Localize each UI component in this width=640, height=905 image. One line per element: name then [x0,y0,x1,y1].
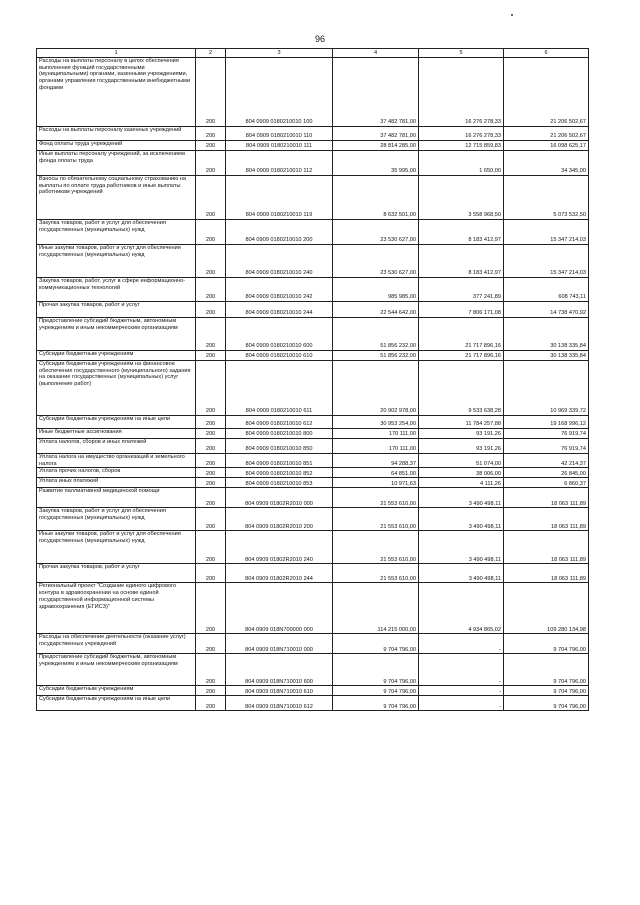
row-value-4-cell: 170 111,00 [333,429,419,439]
row-value-4-cell: 9 704 796,00 [333,634,419,654]
row-value-4-cell: 37 482 781,00 [333,58,419,127]
row-code-cell: 804 0909 0180210010 600 [226,318,333,351]
row-value-4-cell: 23 530 627,00 [333,220,419,245]
row-code-cell: 804 0909 0180210010 240 [226,245,333,278]
row-value-5-cell: 4 111,26 [419,478,504,488]
row-value-4-cell: 8 632 501,00 [333,176,419,220]
row-name-cell: Взносы по обязательному социальному страхованию на выплаты по оплате труда работников и иные выплаты работникам учреждений [37,176,196,220]
row-value-6-cell: 19 168 996,12 [504,416,589,429]
row-code-cell: 804 0909 018N710010 600 [226,654,333,686]
row-name-cell: Иные закупки товаров, работ и услуг для обеспечения государственных (муниципальных) нужд [37,531,196,564]
table-row [37,127,589,141]
row-col2-cell: 200 [196,278,226,302]
header-cell: 2 [196,49,226,58]
row-value-6-cell: 18 063 111,89 [504,564,589,583]
row-value-5-cell: - [419,654,504,686]
row-code-cell: 804 0909 018N710010 612 [226,696,333,711]
row-name-cell: Субсидии бюджетным учреждениям [37,351,196,361]
row-name-cell: Субсидии бюджетным учреждениям на иные цели [37,416,196,429]
row-value-6-cell: 9 704 796,00 [504,686,589,696]
row-value-6-cell: 15 347 214,03 [504,220,589,245]
row-name-cell: Предоставление субсидий бюджетным, автономным учреждениям и иным некоммерческим организациям [37,318,196,351]
row-value-6-cell: 18 063 111,89 [504,508,589,531]
row-name-cell: Иные бюджетные ассигнования [37,429,196,439]
header-cell: 5 [419,49,504,58]
row-name-cell: Региональный проект "Создание единого цифрового контура в здравоохранении на основе единой государственной информационной системы здравоохранения (ЕГИСЗ)" [37,583,196,634]
row-name-cell: Закупка товаров, работ и услуг для обеспечения государственных (муниципальных) нужд [37,508,196,531]
header-cell: 1 [37,49,196,58]
row-value-6-cell: 26 845,00 [504,468,589,478]
row-value-4-cell: 28 814 285,00 [333,141,419,151]
table-row [37,361,589,416]
table-row [37,564,589,583]
row-name-cell: Предоставление субсидий бюджетным, автономным учреждениям и иным некоммерческим организациям [37,654,196,686]
row-name-cell: Субсидии бюджетным учреждениям [37,686,196,696]
row-value-5-cell: 3 490 498,11 [419,564,504,583]
row-value-6-cell: 21 206 502,67 [504,58,589,127]
row-value-4-cell: 9 704 796,00 [333,654,419,686]
row-value-6-cell: 6 860,37 [504,478,589,488]
row-code-cell: 804 0909 0180210010 612 [226,416,333,429]
row-value-4-cell: 23 530 627,00 [333,245,419,278]
row-value-5-cell: 12 715 859,83 [419,141,504,151]
row-name-cell: Иные выплаты персоналу учреждений, за исключением фонда оплаты труда [37,151,196,176]
row-col2-cell: 200 [196,58,226,127]
table-row [37,468,589,478]
row-name-cell: Прочая закупка товаров, работ и услуг [37,564,196,583]
page-number: 96 [314,34,325,44]
row-value-4-cell: 10 971,63 [333,478,419,488]
row-value-6-cell: 9 704 796,00 [504,654,589,686]
row-value-4-cell: 37 482 781,00 [333,127,419,141]
row-col2-cell: 200 [196,176,226,220]
row-col2-cell: 200 [196,351,226,361]
row-name-cell: Субсидии бюджетным учреждениям на иные цели [37,696,196,711]
table-row [37,220,589,245]
row-col2-cell: 200 [196,220,226,245]
row-code-cell: 804 0909 01802R2010 000 [226,488,333,508]
row-value-4-cell: 21 553 610,00 [333,531,419,564]
row-value-5-cell: 21 717 896,16 [419,318,504,351]
row-value-6-cell: 30 138 335,84 [504,318,589,351]
row-value-5-cell: 3 490 498,11 [419,508,504,531]
row-col2-cell: 200 [196,127,226,141]
row-value-4-cell: 985 985,00 [333,278,419,302]
table-row [37,439,589,454]
row-code-cell: 804 0909 01802R2010 244 [226,564,333,583]
row-col2-cell: 200 [196,468,226,478]
row-value-4-cell: 51 856 232,00 [333,318,419,351]
row-value-6-cell: 5 073 532,50 [504,176,589,220]
header-row [37,49,589,58]
row-code-cell: 804 0909 018N710010 000 [226,634,333,654]
row-value-6-cell: 15 347 214,03 [504,245,589,278]
row-code-cell: 804 0909 0180210010 610 [226,351,333,361]
row-value-6-cell: 9 704 796,00 [504,696,589,711]
row-name-cell: Расходы на обеспечение деятельности (оказание услуг) государственных учреждений [37,634,196,654]
row-code-cell: 804 0909 0180210010 119 [226,176,333,220]
row-name-cell: Закупка товаров, работ, услуг в сфере информационно-коммуникационных технологий [37,278,196,302]
row-code-cell: 804 0909 018N710010 610 [226,686,333,696]
row-col2-cell: 200 [196,151,226,176]
table-row [37,531,589,564]
row-col2-cell: 200 [196,454,226,468]
table-row [37,454,589,468]
table-row [37,318,589,351]
row-value-4-cell: 30 953 254,00 [333,416,419,429]
table-row [37,583,589,634]
row-code-cell: 804 0909 0180210010 112 [226,151,333,176]
row-value-6-cell: 76 919,74 [504,429,589,439]
row-value-5-cell: 377 241,89 [419,278,504,302]
table-row [37,654,589,686]
row-name-cell: Расходы на выплаты персоналу в целях обеспечения выполнения функций государственными (муниципальными) органами, казенными учреждениями, органами управления государственными внебюджетными фондами [37,58,196,127]
row-col2-cell: 200 [196,439,226,454]
table-row [37,696,589,711]
row-code-cell: 804 0909 01802R2010 240 [226,531,333,564]
table-row [37,634,589,654]
row-col2-cell: 200 [196,416,226,429]
table-row [37,429,589,439]
row-col2-cell: 200 [196,488,226,508]
table-row [37,488,589,508]
table-row [37,508,589,531]
table-row [37,58,589,127]
row-name-cell: Субсидии бюджетным учреждениям на финансовое обеспечение государственного (муниципального) задания на оказание государственных (муниципальных) услуг (выполнение работ) [37,361,196,416]
row-col2-cell: 200 [196,361,226,416]
row-value-5-cell: 93 191,26 [419,439,504,454]
row-code-cell: 804 0909 0180210010 110 [226,127,333,141]
row-value-6-cell: 16 098 625,17 [504,141,589,151]
speck-mark [511,14,513,16]
row-value-5-cell: 3 490 498,11 [419,488,504,508]
table-row [37,351,589,361]
row-value-6-cell: 608 743,11 [504,278,589,302]
row-value-4-cell: 20 902 978,00 [333,361,419,416]
row-value-4-cell: 35 995,00 [333,151,419,176]
row-value-6-cell: 76 919,74 [504,439,589,454]
table-row [37,302,589,318]
row-value-4-cell: 170 111,00 [333,439,419,454]
row-code-cell: 804 0909 018N700000 000 [226,583,333,634]
row-value-5-cell: 11 784 257,88 [419,416,504,429]
row-value-6-cell: 30 138 335,84 [504,351,589,361]
row-code-cell: 804 0909 0180210010 800 [226,429,333,439]
row-code-cell: 804 0909 0180210010 244 [226,302,333,318]
row-name-cell: Закупка товаров, работ и услуг для обеспечения государственных (муниципальных) нужд [37,220,196,245]
row-value-4-cell: 94 288,37 [333,454,419,468]
row-value-5-cell: 9 533 638,28 [419,361,504,416]
row-code-cell: 804 0909 01802R2010 200 [226,508,333,531]
row-value-5-cell: 16 276 278,33 [419,127,504,141]
table-row [37,141,589,151]
row-value-6-cell: 42 214,37 [504,454,589,468]
row-value-6-cell: 9 704 796,00 [504,634,589,654]
header-cell: 6 [504,49,589,58]
table-row [37,478,589,488]
row-name-cell: Уплата прочих налогов, сборов [37,468,196,478]
row-col2-cell: 200 [196,531,226,564]
row-value-6-cell: 34 345,00 [504,151,589,176]
row-code-cell: 804 0909 0180210010 850 [226,439,333,454]
row-name-cell: Уплата налогов, сборов и иных платежей [37,439,196,454]
table-row [37,176,589,220]
row-value-4-cell: 51 856 232,00 [333,351,419,361]
row-name-cell: Фонд оплаты труда учреждений [37,141,196,151]
row-value-5-cell: - [419,634,504,654]
row-code-cell: 804 0909 0180210010 100 [226,58,333,127]
row-col2-cell: 200 [196,696,226,711]
row-value-5-cell: 8 183 412,97 [419,245,504,278]
row-code-cell: 804 0909 0180210010 851 [226,454,333,468]
row-value-4-cell: 21 553 610,00 [333,488,419,508]
row-name-cell: Уплата иных платежей [37,478,196,488]
row-name-cell: Расходы на выплаты персоналу казенных учреждений [37,127,196,141]
row-col2-cell: 200 [196,686,226,696]
row-name-cell: Развитие паллиативной медицинской помощи [37,488,196,508]
row-value-6-cell: 14 738 470,92 [504,302,589,318]
row-value-4-cell: 21 553 610,00 [333,508,419,531]
budget-table [36,48,589,711]
table-row [37,151,589,176]
row-value-5-cell: - [419,696,504,711]
row-col2-cell: 200 [196,245,226,278]
row-value-4-cell: 9 704 796,00 [333,696,419,711]
table-row [37,278,589,302]
row-value-5-cell: 21 717 896,16 [419,351,504,361]
table-row [37,686,589,696]
header-cell: 4 [333,49,419,58]
row-value-5-cell: 8 183 412,97 [419,220,504,245]
row-col2-cell: 200 [196,302,226,318]
row-col2-cell: 200 [196,429,226,439]
row-col2-cell: 200 [196,583,226,634]
row-code-cell: 804 0909 0180210010 111 [226,141,333,151]
row-col2-cell: 200 [196,141,226,151]
row-value-4-cell: 22 544 642,00 [333,302,419,318]
row-value-6-cell: 21 206 502,67 [504,127,589,141]
row-value-6-cell: 10 969 339,72 [504,361,589,416]
row-col2-cell: 200 [196,564,226,583]
row-value-4-cell: 64 851,00 [333,468,419,478]
row-col2-cell: 200 [196,634,226,654]
row-value-4-cell: 114 215 000,00 [333,583,419,634]
row-code-cell: 804 0909 0180210010 611 [226,361,333,416]
row-value-5-cell: 3 490 498,11 [419,531,504,564]
row-value-5-cell: 16 276 278,33 [419,58,504,127]
row-name-cell: Прочая закупка товаров, работ и услуг [37,302,196,318]
table-row [37,416,589,429]
row-value-5-cell: 38 006,00 [419,468,504,478]
row-value-5-cell: 3 558 968,50 [419,176,504,220]
row-value-5-cell: - [419,686,504,696]
row-name-cell: Уплата налога на имущество организаций и земельного налога [37,454,196,468]
row-col2-cell: 200 [196,318,226,351]
row-col2-cell: 200 [196,478,226,488]
header-cell: 3 [226,49,333,58]
row-value-5-cell: 4 934 865,02 [419,583,504,634]
table-row [37,245,589,278]
row-value-6-cell: 18 063 111,89 [504,488,589,508]
row-value-5-cell: 1 650,00 [419,151,504,176]
row-code-cell: 804 0909 0180210010 852 [226,468,333,478]
row-value-6-cell: 109 280 134,98 [504,583,589,634]
row-name-cell: Иные закупки товаров, работ и услуг для обеспечения государственных (муниципальных) нужд [37,245,196,278]
row-value-5-cell: 93 191,26 [419,429,504,439]
row-value-5-cell: 7 806 171,08 [419,302,504,318]
row-value-4-cell: 21 553 610,00 [333,564,419,583]
row-code-cell: 804 0909 0180210010 242 [226,278,333,302]
row-code-cell: 804 0909 0180210010 200 [226,220,333,245]
row-value-6-cell: 18 063 111,89 [504,531,589,564]
row-col2-cell: 200 [196,508,226,531]
row-col2-cell: 200 [196,654,226,686]
row-value-5-cell: 51 074,00 [419,454,504,468]
row-code-cell: 804 0909 0180210010 853 [226,478,333,488]
row-value-4-cell: 9 704 796,00 [333,686,419,696]
